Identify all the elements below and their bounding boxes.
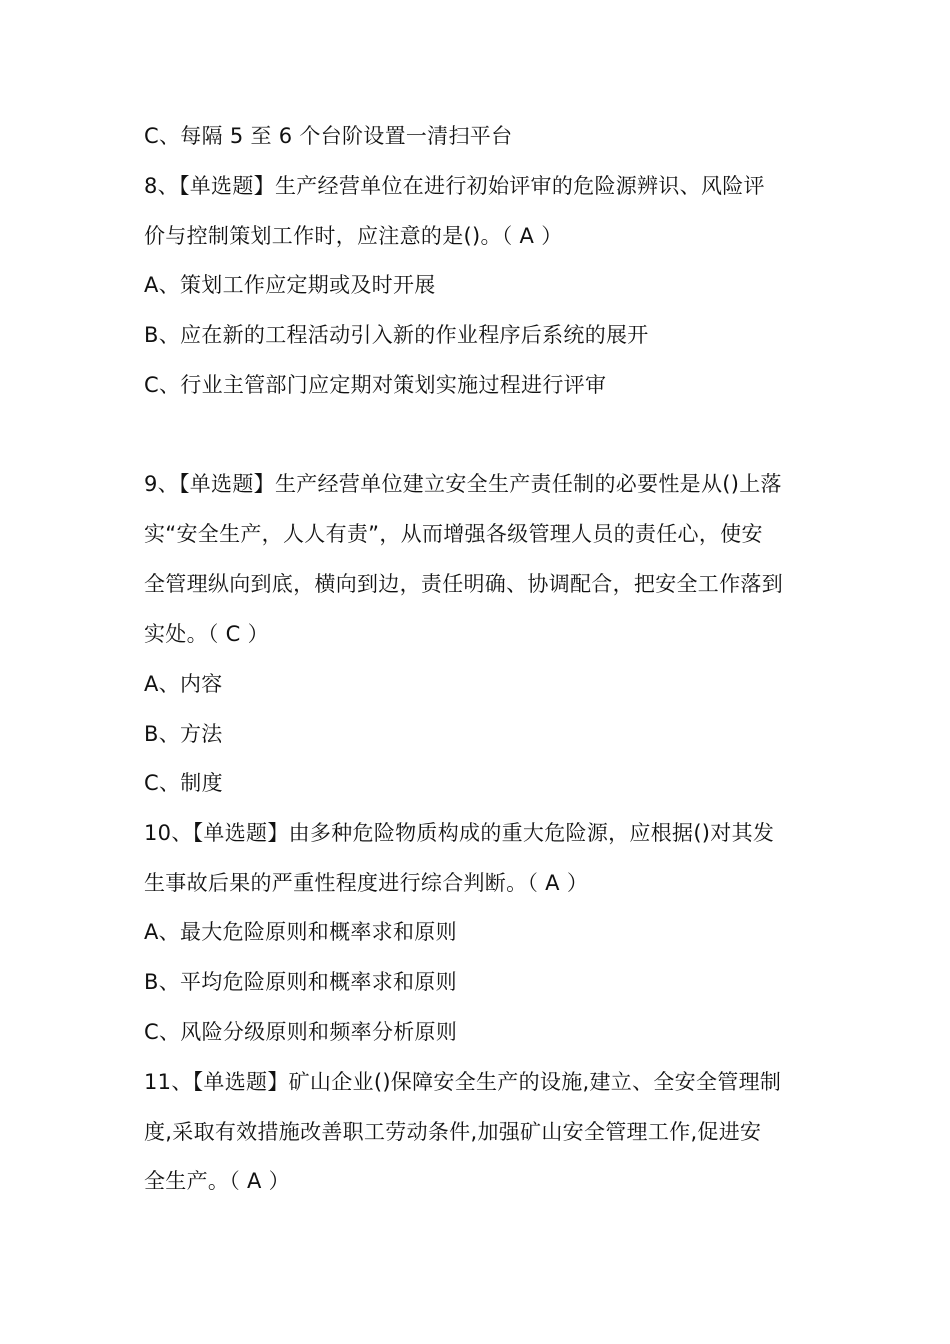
q8-option-c: C、行业主管部门应定期对策划实施过程进行评审 [144,373,607,397]
q8-question-line-1: 8、【单选题】生产经营单位在进行初始评审的危险源辨识、风险评 [144,174,765,198]
q10-question-line-1: 10、【单选题】由多种危险物质构成的重大危险源，应根据()对其发 [144,821,775,845]
q9-question-line-1: 9、【单选题】生产经营单位建立安全生产责任制的必要性是从()上落 [144,472,782,496]
q7-option-c: C、每隔 5 至 6 个台阶设置一清扫平台 [144,124,513,148]
q9-option-b: B、方法 [144,722,223,746]
q11-question-line-2: 度,采取有效措施改善职工劳动条件,加强矿山安全管理工作,促进安 [144,1120,762,1144]
q9-question-line-3: 全管理纵向到底，横向到边，责任明确、协调配合，把安全工作落到 [144,572,783,596]
q9-option-c: C、制度 [144,771,223,795]
q10-question-line-2: 生事故后果的严重性程度进行综合判断。（ A ） [144,871,589,895]
q9-option-a: A、内容 [144,672,223,696]
q8-question-line-2: 价与控制策划工作时，应注意的是()。（ A ） [144,224,563,248]
q11-question-line-3: 全生产。（ A ） [144,1169,290,1193]
q8-option-b: B、应在新的工程活动引入新的作业程序后系统的展开 [144,323,649,347]
q10-option-c: C、风险分级原则和频率分析原则 [144,1020,458,1044]
q9-question-line-4: 实处。（ C ） [144,622,269,646]
q10-option-b: B、平均危险原则和概率求和原则 [144,970,457,994]
q8-option-a: A、策划工作应定期或及时开展 [144,273,436,297]
q10-option-a: A、最大危险原则和概率求和原则 [144,920,457,944]
q11-question-line-1: 11、【单选题】矿山企业()保障安全生产的设施,建立、全安全管理制 [144,1070,782,1094]
q9-question-line-2: 实“安全生产，人人有责”，从而增强各级管理人员的责任心，使安 [144,522,763,546]
